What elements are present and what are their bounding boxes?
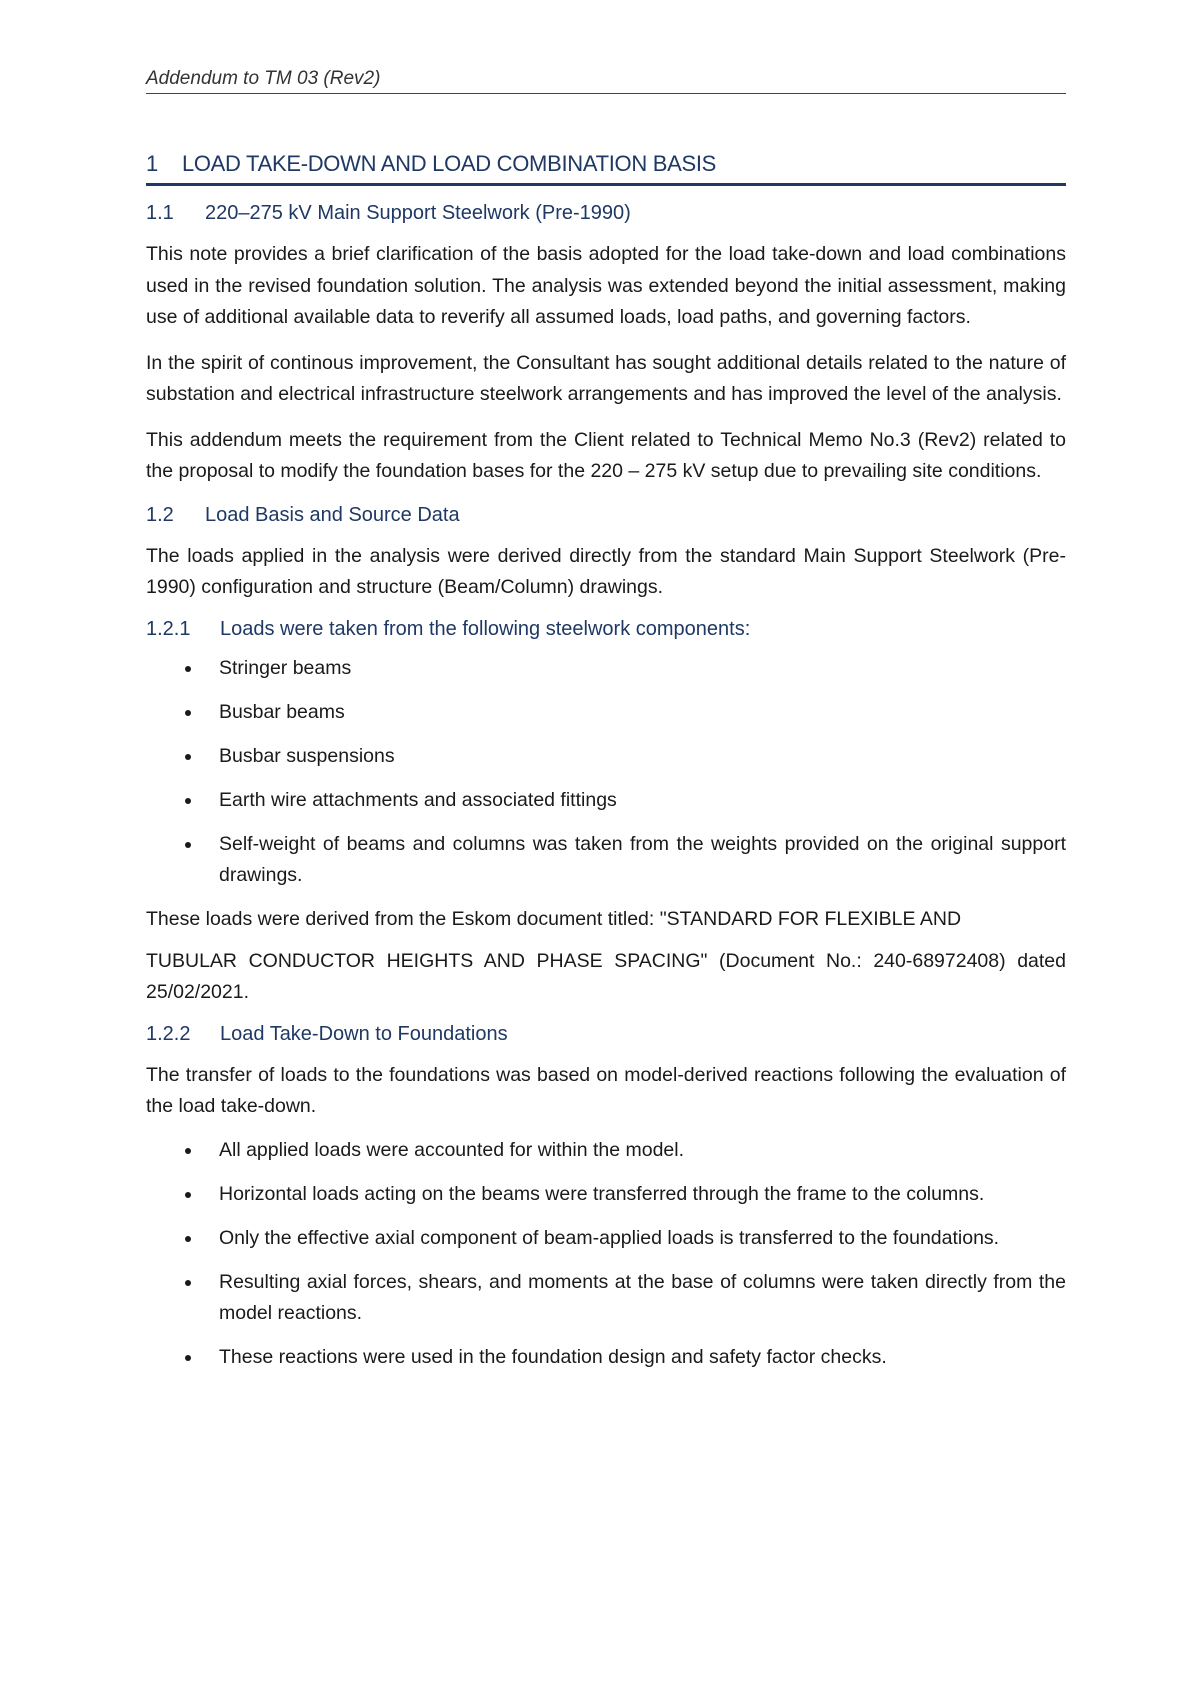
paragraph: The transfer of loads to the foundations was based on model-derived reactions following the evaluation of the load take-down.: [146, 1063, 1066, 1117]
section-1-1-heading: [146, 202, 1066, 225]
section-1-2-2-number: 1.2.2: [146, 1022, 191, 1045]
section-1-2-2-heading: [146, 1023, 1066, 1046]
bullet-icon: [185, 1355, 191, 1361]
list-item-text: Only the effective axial component of beam-applied loads is transferred to the foundations.: [219, 1226, 1000, 1249]
section-1-2-1-number: 1.2.1: [146, 617, 191, 640]
running-header: Addendum to TM 03 (Rev2): [146, 68, 1066, 94]
list-item: [146, 829, 1066, 892]
bullet-icon: [185, 1148, 191, 1154]
list-item: [146, 653, 1066, 685]
paragraph: The loads applied in the analysis were derived directly from the standard Main Support Steelwork (Pre-1990) configuration and structure (Beam/Column) drawings.: [146, 544, 1066, 598]
paragraph: This note provides a brief clarification of the basis adopted for the load take-down and load combinations used in the revised foundation solution. The analysis was extended beyond the initial assessment, making use of additional available data to reverify all assumed loads, load paths, and governing factors.: [146, 243, 1066, 328]
list-item-text: Earth wire attachments and associated fittings: [219, 788, 617, 811]
bullet-icon: [185, 1192, 191, 1198]
list-item: [146, 785, 1066, 817]
section-1-2-heading: [146, 504, 1066, 527]
source-reference-line-1: These loads were derived from the Eskom document titled: "STANDARD FOR FLEXIBLE AND: [146, 908, 962, 930]
section-1-2-1-title: Loads were taken from the following steelwork components:: [220, 617, 751, 640]
list-item-text: Busbar suspensions: [219, 744, 395, 767]
list-item: [146, 741, 1066, 773]
bullet-icon: [185, 754, 191, 760]
section-1-heading: [146, 151, 1066, 186]
source-reference-line-2: TUBULAR CONDUCTOR HEIGHTS AND PHASE SPACING" (Document No.: 240-68972408) dated 25/02/2021.: [146, 949, 1066, 1003]
list-item: [146, 697, 1066, 729]
steelwork-components-list: [146, 653, 1066, 892]
section-1-title: LOAD TAKE-DOWN AND LOAD COMBINATION BASIS: [181, 151, 717, 176]
list-item-text: Resulting axial forces, shears, and moments at the base of columns were taken directly from the model reactions.: [219, 1270, 1066, 1324]
list-item-text: All applied loads were accounted for within the model.: [219, 1138, 685, 1161]
section-1-number: 1: [146, 151, 158, 176]
list-item-text: Busbar beams: [219, 700, 345, 723]
section-1-1-number: 1.1: [146, 202, 174, 224]
paragraph: In the spirit of continous improvement, the Consultant has sought additional details related to the nature of substation and electrical infrastructure steelwork arrangements and has improved the level of the analysis.: [146, 351, 1066, 405]
bullet-icon: [185, 798, 191, 804]
section-1-2-title: Load Basis and Source Data: [205, 503, 460, 526]
load-take-down-list: [146, 1135, 1066, 1374]
list-item: [146, 1135, 1066, 1167]
list-item: [146, 1267, 1066, 1330]
list-item: [146, 1342, 1066, 1374]
bullet-icon: [185, 1280, 191, 1286]
list-item-text: Self-weight of beams and columns was taken from the weights provided on the original support drawings.: [219, 832, 1066, 886]
list-item-text: Stringer beams: [219, 656, 352, 679]
paragraph: This addendum meets the requirement from the Client related to Technical Memo No.3 (Rev2) related to the proposal to modify the foundation bases for the 220 – 275 kV setup due to prevailing site conditions.: [146, 428, 1066, 482]
section-1-2-1-heading: [146, 618, 1066, 641]
section-1-1-title: 220–275 kV Main Support Steelwork (Pre-1990): [205, 202, 631, 224]
bullet-icon: [185, 1236, 191, 1242]
bullet-icon: [185, 666, 191, 672]
bullet-icon: [185, 710, 191, 716]
bullet-icon: [185, 842, 191, 848]
document-page: [146, 68, 1066, 1386]
list-item-text: These reactions were used in the foundation design and safety factor checks.: [219, 1346, 887, 1368]
list-item-text: Horizontal loads acting on the beams were transferred through the frame to the columns.: [219, 1182, 985, 1205]
list-item: [146, 1223, 1066, 1255]
section-1-2-2-title: Load Take-Down to Foundations: [220, 1022, 508, 1045]
section-1-2-number: 1.2: [146, 503, 174, 526]
list-item: [146, 1179, 1066, 1211]
